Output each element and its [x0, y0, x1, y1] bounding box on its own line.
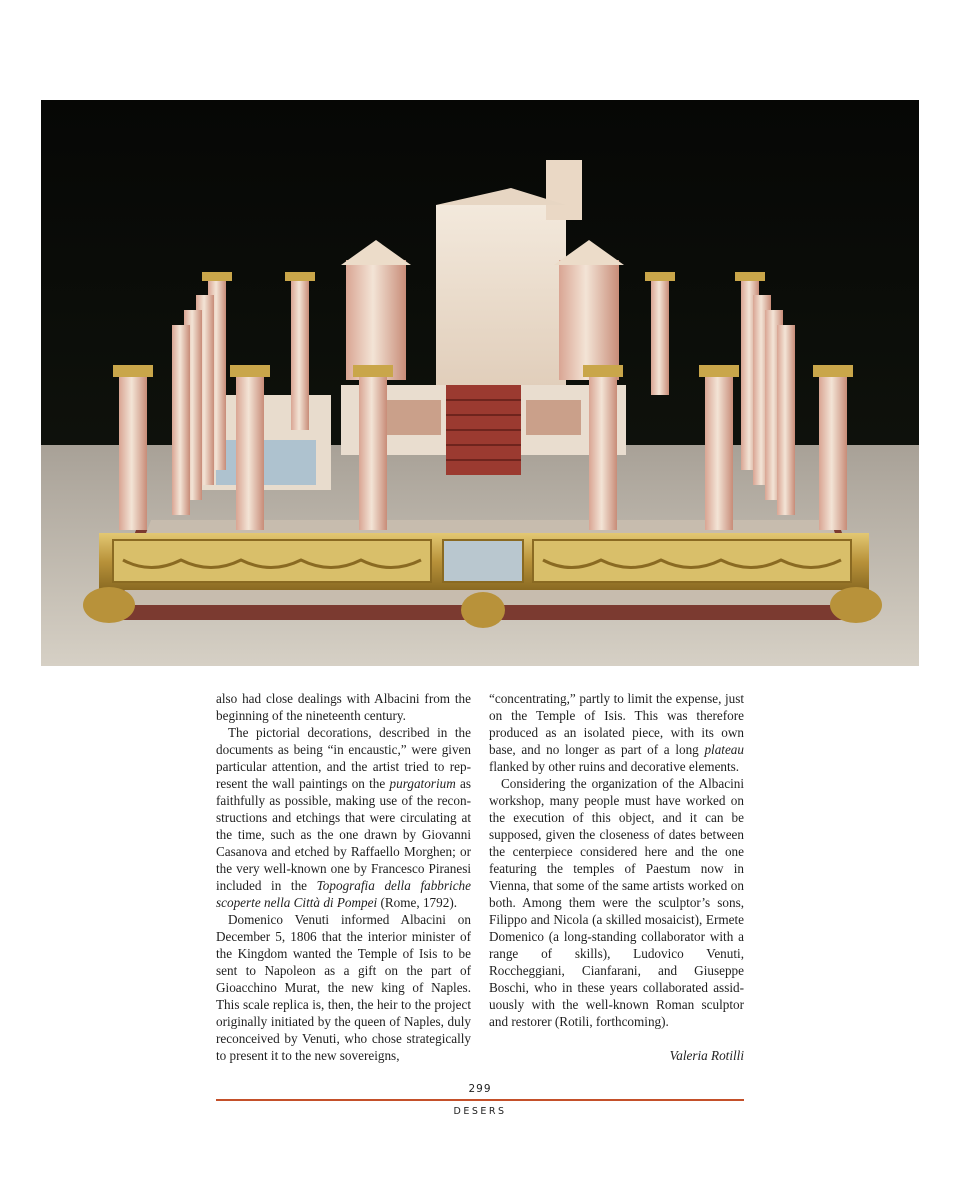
italic-term: purgatorium — [389, 776, 456, 791]
paragraph — [489, 690, 744, 775]
temple-of-isis-photo — [41, 100, 919, 666]
paragraph — [216, 724, 471, 911]
text-run: (Rome, 1792). — [377, 895, 458, 910]
italic-term: plateau — [704, 742, 744, 757]
text-run: flanked by other ruins and decorative elements. — [489, 759, 740, 774]
text-run: as faithfully as possible, making use of the reconstructions and etchings that were circulating at the time, such as the one drawn by Giovanni Casanova and etched by Raffaello Morghen; or the very well-known one by Francesco Piranesi included in the — [216, 776, 471, 893]
running-title: DESERS — [453, 1106, 507, 1117]
author-signature: Valeria Rotilli — [669, 1048, 744, 1063]
paragraph: Domenico Venuti informed Albacini on December 5, 1806 that the interior minister of the Kingdom wanted the Temple of Isis to be sent to Napoleon as a gift on the part of Gioacchino Murat, the new king of Naples. This scale replica is, then, the heir to the project originally initiated by the queen of Naples, duly reconceived by Venuti, who chose strategically to present it to the new sovereigns, — [216, 912, 471, 1063]
text-column-right — [489, 690, 744, 1064]
paragraph: also had close dealings with Albacini from the beginning of the nineteenth century. — [216, 691, 471, 723]
article-body — [216, 690, 744, 1064]
text-column-left — [216, 690, 471, 1064]
page-number: 299 — [468, 1083, 492, 1095]
paragraph: Considering the organization of the Albacini workshop, many people must have worked on the execution of this object, and it can be supposed, given the closeness of dates between the centerpiece considered here and the one featuring the temples of Paestum now in Vienna, that some of the same artists worked on both. Among them were the sculptor’s sons, Filippo and Nicola (a skilled mosaicist), Ermete Domenico (a long-standing collaborator with a range of skills), Ludovico Venuti, Roccheggiani, Cianfarani, and Giuseppe Boschi, who in these years collaborated assiduously with the well-known Roman sculptor and restorer (Rotili, forthcoming). — [489, 776, 744, 1029]
italic-title: Topografia della fabbriche scoperte nella Città di Pompei — [216, 878, 471, 910]
text-run: The pictorial decorations, described in the documents as being “in encaustic,” were given particular attention, and the artist tried to represent the wall paintings on the — [216, 725, 471, 791]
temple-of-isis-centerpiece-photo-icon — [41, 100, 919, 666]
page-footer — [216, 1083, 744, 1117]
footer-rule — [216, 1099, 744, 1101]
text-run: “concentrating,” partly to limit the expense, just on the Temple of Isis. This was therefore produced as an isolated piece, with its own base, and no longer as part of a long — [489, 691, 744, 757]
